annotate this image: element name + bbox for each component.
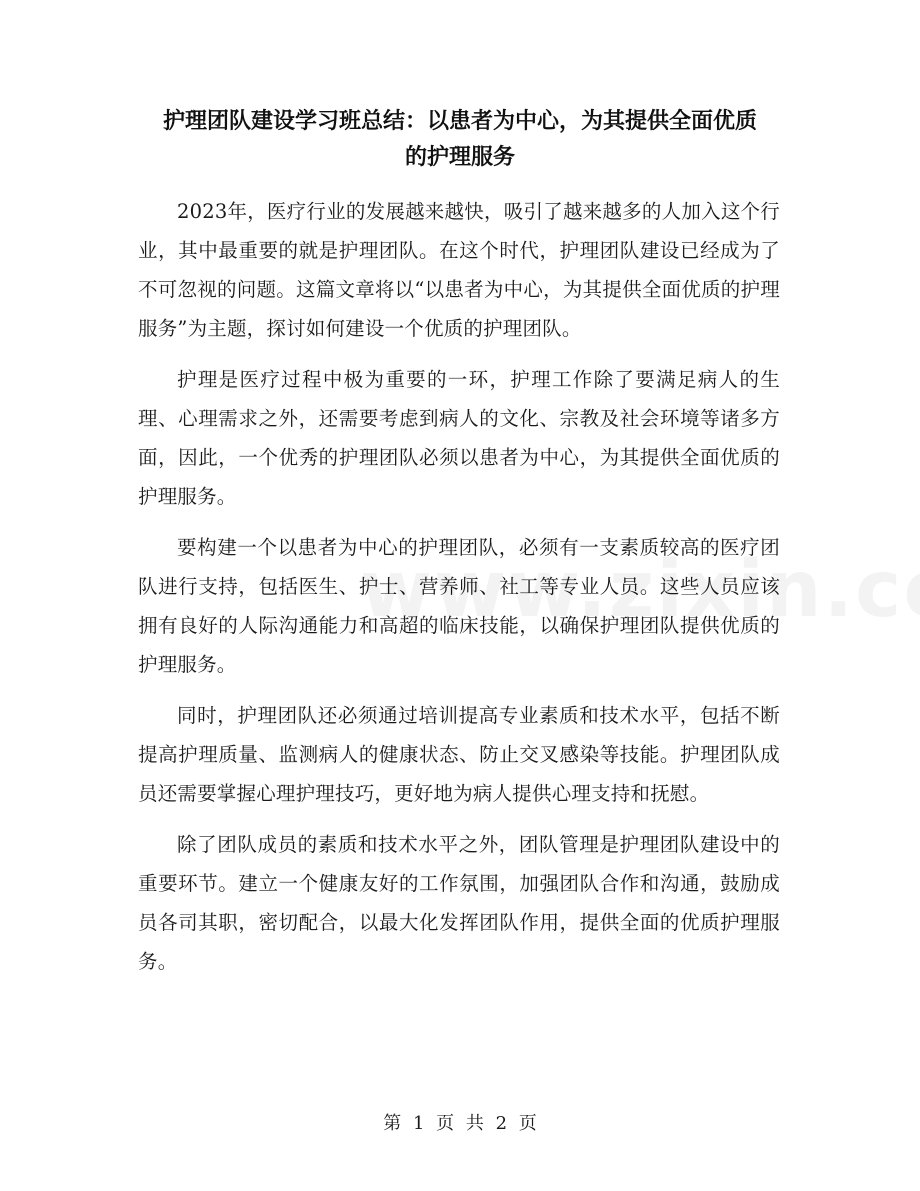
- title-line-2: 的护理服务: [404, 145, 515, 170]
- paragraph-2: 护理是医疗过程中极为重要的一环，护理工作除了要满足病人的生理、心理需求之外，还需要考虑到病人的文化、宗教及社会环境等诸多方面，因此，一个优秀的护理团队必须以患者为中心，为其提供全面优质的护理服务。: [138, 368, 780, 508]
- document-body: [138, 192, 780, 993]
- page-number-footer: 第 1 页 共 2 页: [383, 1113, 537, 1134]
- document-title: [120, 104, 800, 176]
- title-line-1: 护理团队建设学习班总结：以患者为中心，为其提供全面优质: [162, 109, 757, 134]
- paragraph-5: 除了团队成员的素质和技术水平之外，团队管理是护理团队建设中的重要环节。建立一个健康友好的工作氛围，加强团队合作和沟通，鼓励成员各司其职，密切配合，以最大化发挥团队作用，提供全面的优质护理服务。: [138, 833, 780, 973]
- paragraph-4: 同时，护理团队还必须通过培训提高专业素质和技术水平，包括不断提高护理质量、监测病人的健康状态、防止交叉感染等技能。护理团队成员还需要掌握心理护理技巧，更好地为病人提供心理支持和抚慰。: [138, 704, 780, 805]
- paragraph-3: 要构建一个以患者为中心的护理团队，必须有一支素质较高的医疗团队进行支持，包括医生、护士、营养师、社工等专业人员。这些人员应该拥有良好的人际沟通能力和高超的临床技能，以确保护理团队提供优质的护理服务。: [138, 536, 780, 676]
- paragraph-1: 2023年，医疗行业的发展越来越快，吸引了越来越多的人加入这个行业，其中最重要的就是护理团队。在这个时代，护理团队建设已经成为了不可忽视的问题。这篇文章将以“以患者为中心，为其提供全面优质的护理服务”为主题，探讨如何建设一个优质的护理团队。: [138, 200, 780, 340]
